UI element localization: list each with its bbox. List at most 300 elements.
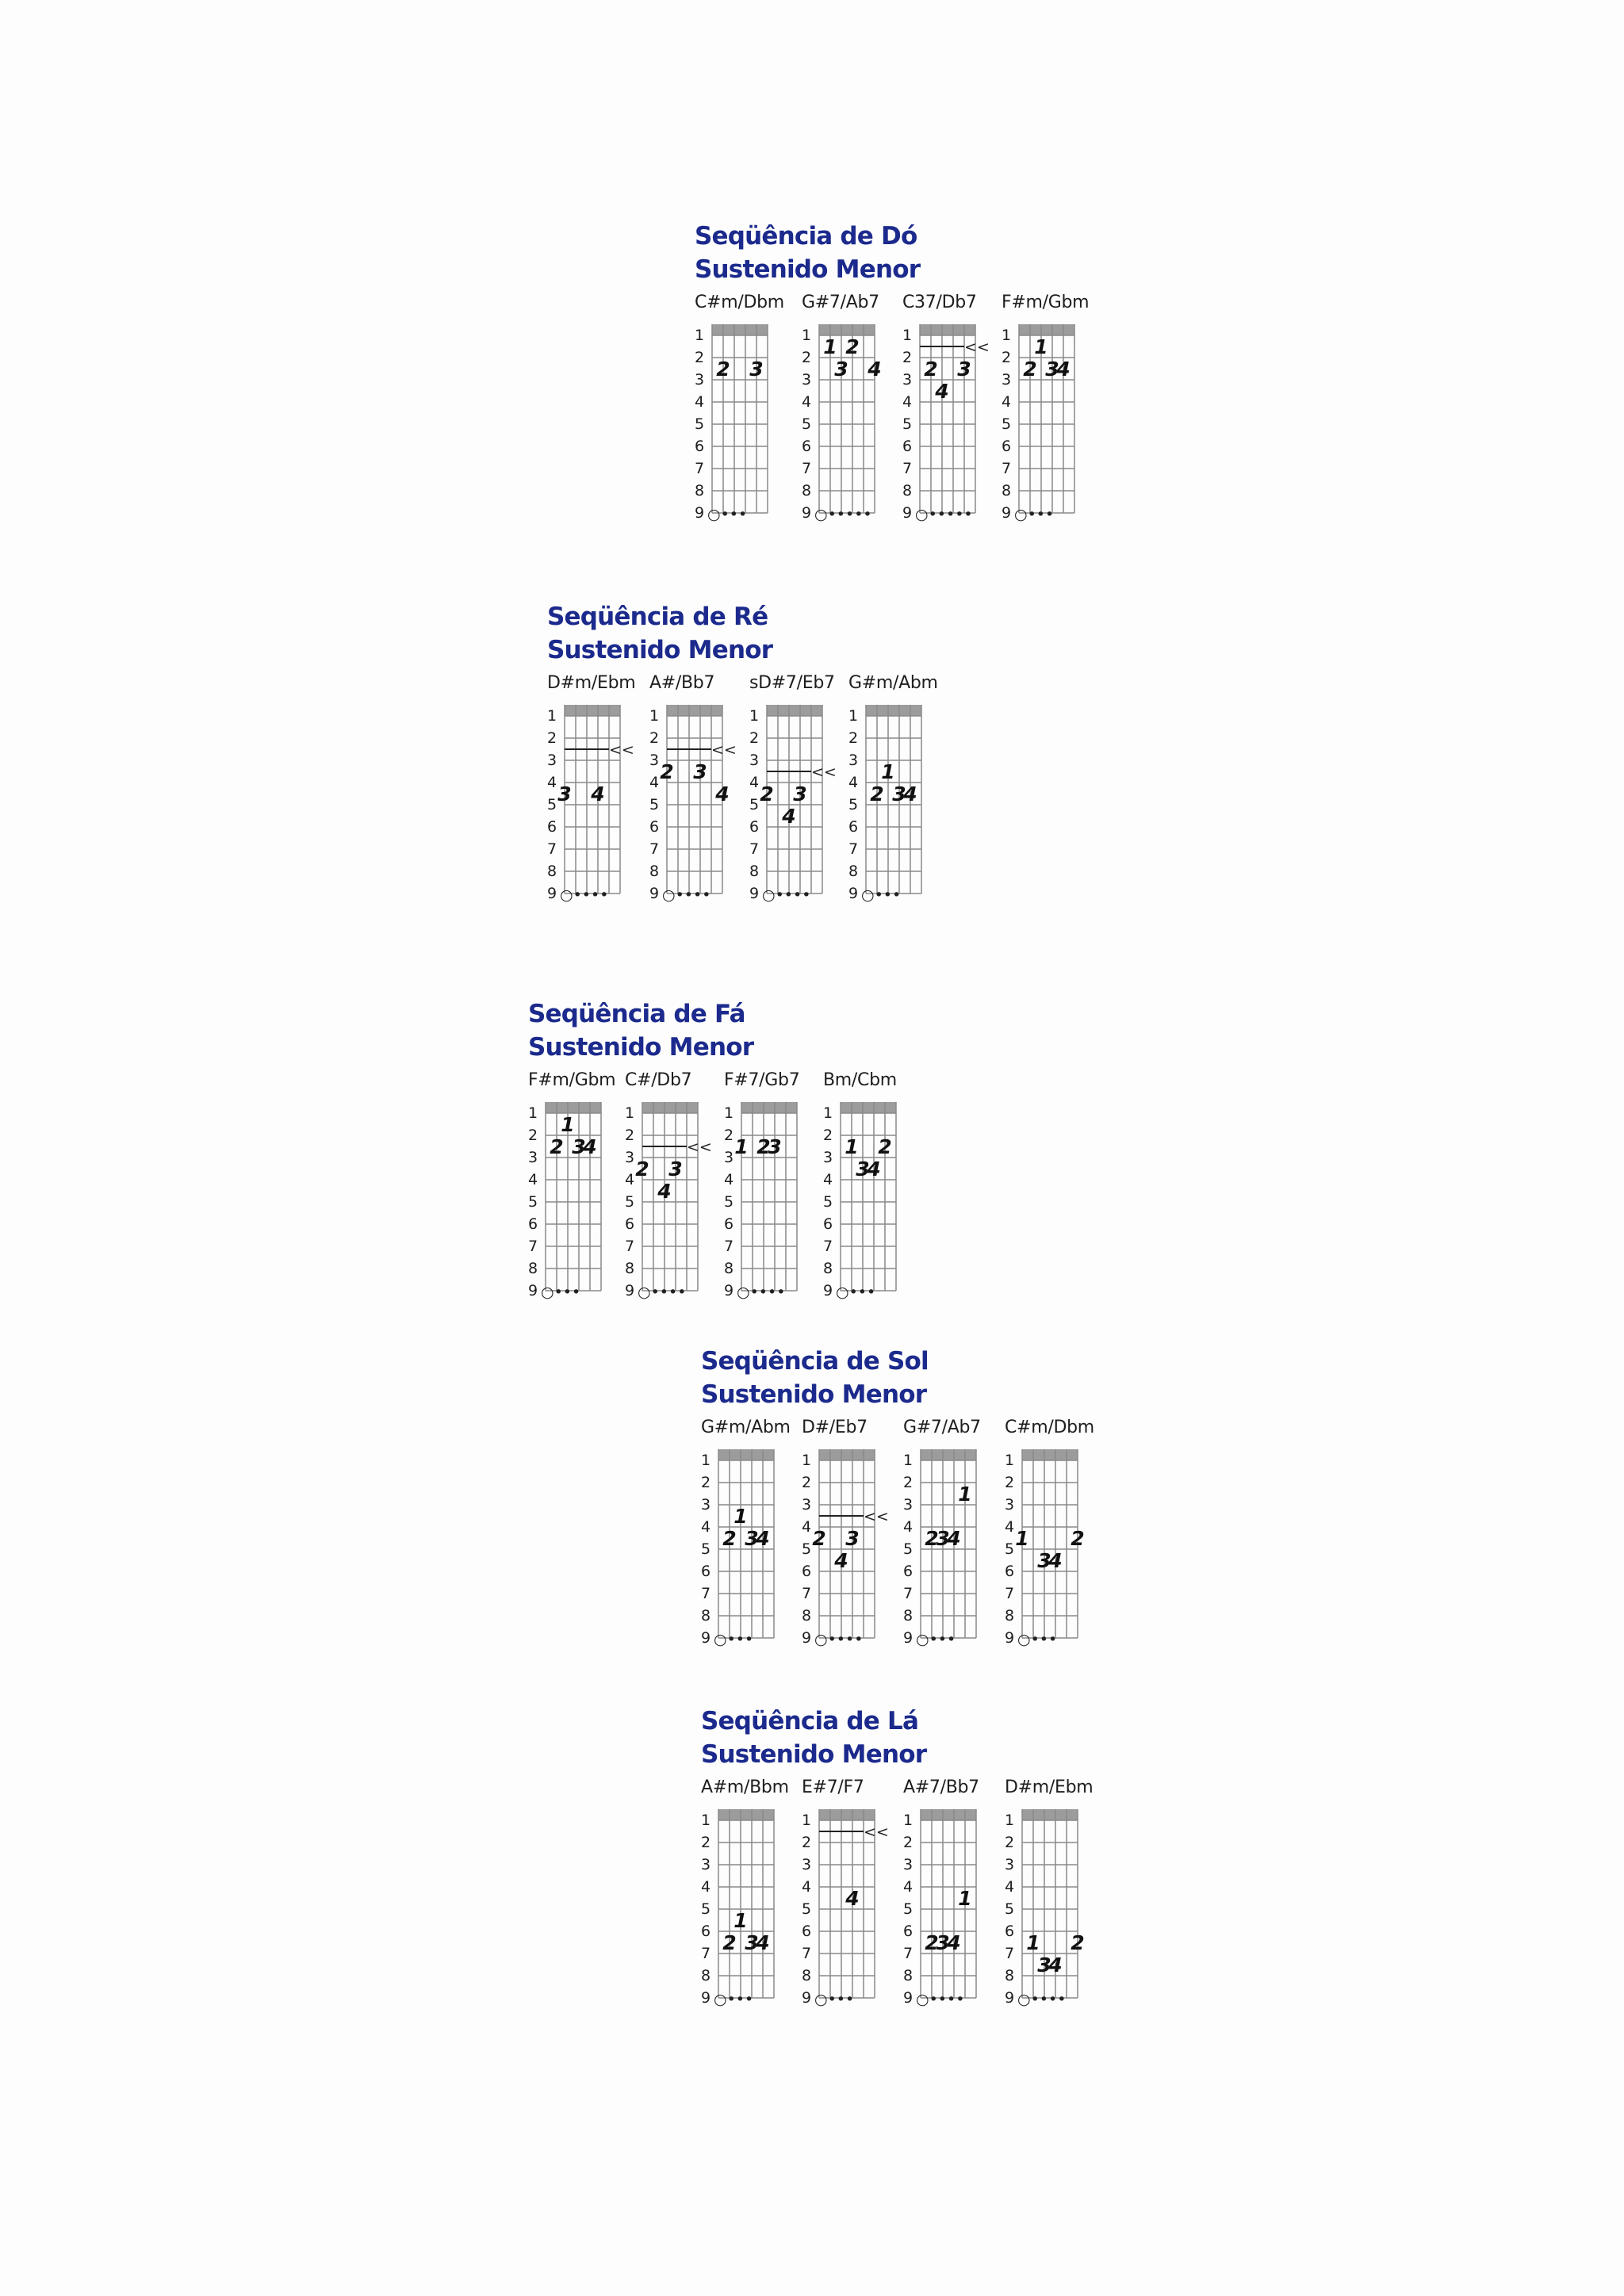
fret-number: 7	[848, 840, 859, 858]
fret-number: 5	[695, 415, 705, 433]
fret-number: 4	[802, 1518, 812, 1536]
nut-bar	[819, 324, 875, 335]
nut-bar	[920, 324, 975, 335]
finger-number: 4	[591, 783, 605, 806]
fret-number: 1	[701, 1812, 711, 1829]
fret-number: 4	[902, 393, 913, 411]
fret-number: 1	[1002, 327, 1012, 344]
fret-number: 6	[802, 1923, 812, 1940]
fret-number: 7	[802, 1585, 812, 1602]
fret-number: 8	[625, 1260, 635, 1277]
fret-number: 9	[701, 1989, 711, 2007]
open-strings-row: ○••••	[916, 1991, 965, 2008]
fret-number: 4	[695, 393, 705, 411]
finger-number: 4	[947, 1527, 961, 1550]
open-strings-row: ○•••••	[814, 506, 872, 523]
fret-number: 5	[802, 1540, 812, 1558]
nut-bar	[767, 705, 822, 716]
finger-number: 3	[557, 783, 572, 806]
fret-number: 2	[1002, 349, 1012, 366]
chord-diagram	[695, 293, 790, 530]
finger-number: 4	[845, 1887, 860, 1910]
fret-number: 3	[701, 1856, 711, 1873]
fret-number: 9	[749, 885, 760, 902]
finger-number: 4	[1048, 1549, 1063, 1572]
finger-number: 2	[924, 358, 938, 381]
finger-number: 2	[870, 783, 884, 806]
fret-number: 2	[848, 729, 859, 747]
fretboard-diagram	[557, 705, 638, 914]
fret-number: 8	[701, 1607, 711, 1624]
fret-number: 1	[903, 1812, 914, 1829]
fret-number: 7	[695, 460, 705, 477]
chord-name: F#m/Gbm	[1002, 293, 1090, 312]
fret-number: 4	[802, 1878, 812, 1896]
fret-number: 9	[1005, 1989, 1015, 2007]
chord-name: D#m/Ebm	[547, 673, 636, 693]
finger-number: 3	[768, 1135, 782, 1158]
chord-diagram	[1005, 1418, 1100, 1655]
finger-number: 2	[845, 335, 860, 358]
fret-number: 9	[1002, 504, 1012, 522]
fret-number: 3	[902, 371, 913, 388]
finger-number: 3	[845, 1527, 860, 1550]
fret-number: 4	[749, 774, 760, 791]
open-strings-row: ○•••	[814, 1991, 855, 2008]
chord-name: F#7/Gb7	[724, 1070, 800, 1090]
fret-number: 9	[701, 1629, 711, 1647]
open-strings-row: ○•••	[714, 1991, 754, 2008]
fret-number: 3	[547, 752, 557, 769]
finger-number: 3	[745, 1527, 759, 1550]
fret-number: 9	[625, 1282, 635, 1299]
barre-marker: <<	[687, 1138, 712, 1156]
section-title-line2: Sustenido Menor	[701, 1740, 927, 1769]
section-title-line1: Seqüência de Sol	[701, 1347, 929, 1376]
fret-number: 7	[749, 840, 760, 858]
fret-number: 1	[695, 327, 705, 344]
fret-number: 2	[1005, 1834, 1015, 1851]
open-strings-row: ○••••	[560, 886, 609, 904]
fret-number: 9	[902, 504, 913, 522]
finger-number: 3	[892, 783, 906, 806]
fret-number: 1	[547, 707, 557, 725]
fret-number: 2	[649, 729, 660, 747]
open-strings-row: ○•••	[541, 1284, 581, 1301]
finger-number: 4	[1056, 358, 1071, 381]
fret-number: 6	[749, 818, 760, 836]
fret-number: 8	[1005, 1607, 1015, 1624]
fret-number: 3	[695, 371, 705, 388]
fret-number: 3	[1005, 1856, 1015, 1873]
nut-bar	[1022, 1809, 1078, 1820]
fret-number: 3	[823, 1149, 833, 1166]
fret-number: 4	[823, 1171, 833, 1188]
fretboard-diagram	[916, 1449, 994, 1659]
chord-diagram	[903, 1777, 998, 2015]
finger-number: 4	[935, 380, 949, 403]
fret-number: 6	[701, 1923, 711, 1940]
finger-number: 1	[734, 1135, 749, 1158]
nut-bar	[546, 1102, 601, 1113]
fret-number: 6	[823, 1215, 833, 1233]
open-strings-row: ○••••	[762, 886, 811, 904]
barre-marker: <<	[864, 1823, 889, 1841]
fret-number: 1	[625, 1104, 635, 1122]
finger-number: 2	[716, 358, 730, 381]
fret-number: 7	[547, 840, 557, 858]
finger-number: 1	[1026, 1931, 1040, 1954]
finger-number: 1	[733, 1909, 748, 1932]
nut-bar	[667, 705, 722, 716]
fret-number: 4	[802, 393, 812, 411]
chord-name: G#7/Ab7	[903, 1418, 981, 1437]
fret-number: 5	[903, 1540, 914, 1558]
fret-number: 6	[802, 1563, 812, 1580]
section-title	[695, 220, 920, 286]
fret-number: 6	[802, 438, 812, 455]
fret-number: 6	[547, 818, 557, 836]
fretboard-diagram	[814, 1809, 892, 2019]
section-title	[701, 1345, 929, 1411]
section-title	[701, 1705, 926, 1771]
finger-number: 3	[749, 358, 764, 381]
fret-number: 3	[802, 371, 812, 388]
fret-number: 2	[903, 1474, 914, 1491]
section-title-line1: Seqüência de Lá	[701, 1707, 919, 1735]
chord-name: C#m/Dbm	[695, 293, 784, 312]
fret-number: 1	[902, 327, 913, 344]
section-title-line1: Seqüência de Fá	[528, 1000, 745, 1028]
fret-number: 9	[724, 1282, 734, 1299]
fret-number: 2	[749, 729, 760, 747]
chord-diagram	[848, 673, 944, 911]
nut-bar	[642, 1102, 698, 1113]
finger-number: 2	[760, 783, 774, 806]
fret-number: 1	[802, 327, 812, 344]
fret-number: 7	[625, 1238, 635, 1255]
fret-number: 4	[649, 774, 660, 791]
fret-number: 7	[802, 460, 812, 477]
fret-number: 2	[547, 729, 557, 747]
barre-marker: <<	[609, 741, 634, 759]
fret-number: 9	[802, 1989, 812, 2007]
fret-number: 7	[823, 1238, 833, 1255]
section-title-line1: Seqüência de Ré	[547, 603, 768, 631]
chord-diagram	[1002, 293, 1097, 530]
chord-diagram	[802, 1777, 897, 2015]
chord-name: D#/Eb7	[802, 1418, 868, 1437]
chord-diagram	[701, 1777, 796, 2015]
fretboard-diagram	[1017, 1449, 1095, 1659]
fret-number: 2	[903, 1834, 914, 1851]
fretboard-diagram	[714, 1809, 791, 2019]
chord-name: G#7/Ab7	[802, 293, 879, 312]
fret-number: 1	[802, 1812, 812, 1829]
finger-number: 3	[793, 783, 807, 806]
section-title-line1: Seqüência de Dó	[695, 222, 917, 251]
nut-bar	[1022, 1449, 1078, 1460]
nut-bar	[1019, 324, 1074, 335]
finger-number: 3	[936, 1931, 950, 1954]
chord-name: A#/Bb7	[649, 673, 715, 693]
fret-number: 2	[701, 1834, 711, 1851]
chord-diagram	[903, 1418, 998, 1655]
chord-diagram	[701, 1418, 796, 1655]
fret-number: 3	[749, 752, 760, 769]
chord-diagram	[802, 293, 897, 530]
fret-number: 8	[823, 1260, 833, 1277]
fret-number: 8	[749, 863, 760, 880]
fret-number: 8	[701, 1967, 711, 1984]
finger-number: 4	[583, 1135, 597, 1158]
barre-marker: <<	[811, 763, 837, 781]
open-strings-row: ○•••••	[915, 506, 973, 523]
chord-diagram	[528, 1070, 623, 1308]
finger-number: 1	[845, 1135, 859, 1158]
fret-number: 6	[724, 1215, 734, 1233]
finger-number: 3	[693, 760, 707, 783]
open-strings-row: ○••••	[737, 1284, 786, 1301]
fret-number: 2	[625, 1127, 635, 1144]
finger-number: 3	[936, 1527, 950, 1550]
fret-number: 5	[547, 796, 557, 813]
fret-number: 3	[802, 1856, 812, 1873]
fret-number: 8	[903, 1967, 914, 1984]
fret-number: 2	[1005, 1474, 1015, 1491]
fret-number: 4	[528, 1171, 538, 1188]
fret-number: 2	[724, 1127, 734, 1144]
fret-number: 3	[848, 752, 859, 769]
fret-number: 5	[701, 1540, 711, 1558]
open-strings-row: ○•••	[714, 1631, 754, 1648]
fret-number: 4	[724, 1171, 734, 1188]
finger-number: 2	[1071, 1527, 1085, 1550]
fret-number: 8	[649, 863, 660, 880]
chord-diagram	[902, 293, 998, 530]
fret-number: 9	[649, 885, 660, 902]
section-title-line2: Sustenido Menor	[695, 255, 921, 284]
fretboard-diagram	[814, 1449, 892, 1659]
finger-number: 1	[733, 1505, 748, 1528]
fret-number: 6	[528, 1215, 538, 1233]
fret-number: 2	[695, 349, 705, 366]
fret-number: 5	[1005, 1540, 1015, 1558]
fret-number: 9	[802, 504, 812, 522]
fret-number: 9	[1005, 1629, 1015, 1647]
finger-number: 3	[1045, 358, 1059, 381]
nut-bar	[921, 1449, 976, 1460]
nut-bar	[819, 1449, 875, 1460]
fretboard-diagram	[762, 705, 840, 914]
fret-number: 7	[649, 840, 660, 858]
nut-bar	[819, 1809, 875, 1820]
fret-number: 9	[903, 1629, 914, 1647]
fret-number: 5	[528, 1193, 538, 1211]
chord-name: sD#7/Eb7	[749, 673, 835, 693]
finger-number: 3	[856, 1158, 870, 1181]
fret-number: 1	[1005, 1452, 1015, 1469]
finger-number: 2	[1071, 1931, 1085, 1954]
nut-bar	[565, 705, 620, 716]
open-strings-row: ○•••	[707, 506, 748, 523]
fret-number: 1	[802, 1452, 812, 1469]
fret-number: 7	[701, 1945, 711, 1962]
fret-number: 8	[1005, 1967, 1015, 1984]
chord-name: C#m/Dbm	[1005, 1418, 1094, 1437]
fret-number: 8	[528, 1260, 538, 1277]
chord-diagram	[724, 1070, 819, 1308]
fret-number: 4	[903, 1518, 914, 1536]
fret-number: 8	[1002, 482, 1012, 499]
chord-name: E#7/F7	[802, 1777, 864, 1797]
fret-number: 4	[903, 1878, 914, 1896]
fret-number: 3	[1005, 1496, 1015, 1513]
fret-number: 1	[848, 707, 859, 725]
fret-number: 1	[701, 1452, 711, 1469]
fret-number: 7	[1005, 1945, 1015, 1962]
finger-number: 4	[782, 805, 796, 828]
finger-number: 3	[572, 1135, 586, 1158]
finger-number: 4	[657, 1180, 672, 1203]
finger-number: 3	[745, 1931, 759, 1954]
fret-number: 4	[701, 1518, 711, 1536]
fret-number: 5	[802, 1900, 812, 1918]
fret-number: 6	[649, 818, 660, 836]
finger-number: 3	[957, 358, 971, 381]
fret-number: 2	[701, 1474, 711, 1491]
fret-number: 2	[902, 349, 913, 366]
fret-number: 7	[528, 1238, 538, 1255]
fret-number: 9	[848, 885, 859, 902]
nut-bar	[712, 324, 768, 335]
fret-number: 7	[701, 1585, 711, 1602]
fret-number: 3	[1002, 371, 1012, 388]
open-strings-row: ○•••	[916, 1631, 956, 1648]
chord-name: C37/Db7	[902, 293, 977, 312]
open-strings-row: ○••••	[1017, 1991, 1067, 2008]
finger-number: 4	[867, 1158, 881, 1181]
chord-name: G#m/Abm	[701, 1418, 791, 1437]
fret-number: 7	[724, 1238, 734, 1255]
fret-number: 5	[724, 1193, 734, 1211]
fret-number: 1	[724, 1104, 734, 1122]
open-strings-row: ○••••	[662, 886, 711, 904]
fret-number: 7	[903, 1585, 914, 1602]
fretboard-diagram	[662, 705, 740, 914]
fret-number: 6	[625, 1215, 635, 1233]
finger-number: 1	[881, 760, 895, 783]
finger-number: 2	[722, 1931, 737, 1954]
fret-number: 7	[1002, 460, 1012, 477]
chord-diagram	[547, 673, 642, 911]
section-title	[528, 997, 753, 1064]
fretboard-diagram	[714, 1449, 791, 1659]
chord-name: A#m/Bbm	[701, 1777, 789, 1797]
fret-number: 1	[903, 1452, 914, 1469]
section-title	[547, 600, 772, 667]
nut-bar	[718, 1449, 774, 1460]
fret-number: 3	[903, 1496, 914, 1513]
fretboard-diagram	[1014, 324, 1092, 534]
finger-number: 2	[550, 1135, 564, 1158]
finger-number: 2	[660, 760, 674, 783]
nut-bar	[718, 1809, 774, 1820]
fret-number: 5	[1005, 1900, 1015, 1918]
fretboard-diagram	[861, 705, 939, 914]
fretboard-diagram	[836, 1102, 914, 1311]
barre-marker: <<	[864, 1508, 889, 1525]
fret-number: 8	[802, 1607, 812, 1624]
fret-number: 5	[1002, 415, 1012, 433]
fret-number: 5	[903, 1900, 914, 1918]
chord-name: Bm/Cbm	[823, 1070, 897, 1090]
fret-number: 6	[903, 1563, 914, 1580]
fret-number: 8	[802, 482, 812, 499]
fretboard-diagram	[707, 324, 785, 534]
fret-number: 4	[1005, 1518, 1015, 1536]
fret-number: 8	[547, 863, 557, 880]
chord-diagram	[625, 1070, 720, 1308]
fret-number: 3	[724, 1149, 734, 1166]
fret-number: 6	[1005, 1923, 1015, 1940]
fret-number: 3	[802, 1496, 812, 1513]
finger-number: 1	[958, 1887, 972, 1910]
finger-number: 1	[1034, 335, 1048, 358]
finger-number: 4	[756, 1527, 770, 1550]
fret-number: 8	[902, 482, 913, 499]
fret-number: 8	[802, 1967, 812, 1984]
fret-number: 9	[903, 1989, 914, 2007]
nut-bar	[841, 1102, 896, 1113]
finger-number: 4	[1048, 1954, 1063, 1976]
finger-number: 3	[668, 1158, 683, 1181]
fretboard-diagram	[1017, 1809, 1095, 2019]
finger-number: 4	[834, 1549, 848, 1572]
fret-number: 1	[749, 707, 760, 725]
chord-name: G#m/Abm	[848, 673, 938, 693]
fret-number: 5	[701, 1900, 711, 1918]
finger-number: 2	[635, 1158, 649, 1181]
fret-number: 2	[823, 1127, 833, 1144]
fret-number: 6	[1005, 1563, 1015, 1580]
fret-number: 5	[649, 796, 660, 813]
open-strings-row: ○•••	[836, 1284, 876, 1301]
finger-number: 4	[715, 783, 730, 806]
fret-number: 9	[528, 1282, 538, 1299]
fretboard-diagram	[916, 1809, 994, 2019]
fret-number: 6	[848, 818, 859, 836]
fret-number: 1	[528, 1104, 538, 1122]
chord-diagram	[1005, 1777, 1100, 2015]
chord-name: D#m/Ebm	[1005, 1777, 1094, 1797]
fret-number: 2	[528, 1127, 538, 1144]
fret-number: 5	[823, 1193, 833, 1211]
finger-number: 3	[834, 358, 848, 381]
finger-number: 2	[878, 1135, 892, 1158]
chord-diagram	[749, 673, 845, 911]
fret-number: 4	[1005, 1878, 1015, 1896]
finger-number: 3	[1037, 1549, 1051, 1572]
finger-number: 3	[1037, 1954, 1051, 1976]
fret-number: 8	[695, 482, 705, 499]
chord-diagram	[823, 1070, 918, 1308]
fret-number: 8	[903, 1607, 914, 1624]
fret-number: 8	[848, 863, 859, 880]
finger-number: 2	[722, 1527, 737, 1550]
fret-number: 6	[701, 1563, 711, 1580]
open-strings-row: ○•••	[1014, 506, 1055, 523]
